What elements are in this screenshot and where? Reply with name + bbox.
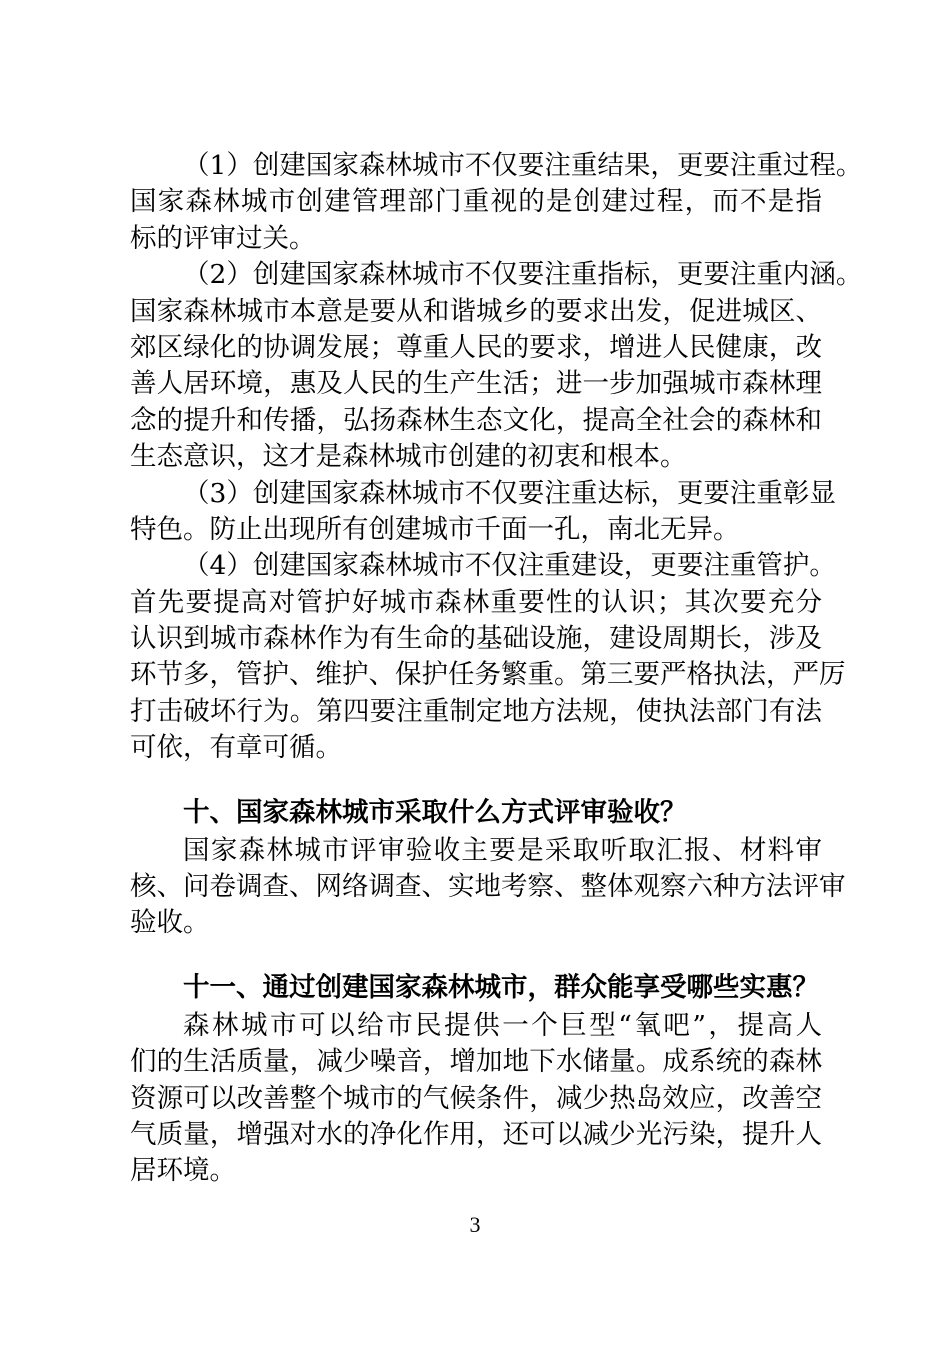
text-line: 生态意识，这才是森林城市创建的初衷和根本。 [130, 441, 687, 473]
text-line: 气质量，增强对水的净化作用，还可以减少光污染，提升人 [130, 1118, 822, 1150]
text-line: 国家森林城市创建管理部门重视的是创建过程，而不是指 [130, 186, 822, 218]
text-line: 郊区绿化的协调发展；尊重人民的要求，增进人民健康，改 [130, 331, 822, 363]
text-line: 环节多，管护、维护、保护任务繁重。第三要严格执法，严厉 [130, 659, 846, 691]
text-line: （1）创建国家森林城市不仅要注重结果，更要注重过程。 [183, 150, 863, 181]
document-body [130, 148, 863, 1190]
text-line: 打击破坏行为。第四要注重制定地方法规，使执法部门有法 [130, 695, 822, 727]
text-line: 标的评审过关。 [130, 222, 316, 254]
section-11 [130, 968, 822, 1190]
text-line: 可依，有章可循。 [130, 732, 342, 764]
text-line: 验收。 [130, 907, 210, 939]
section-10 [130, 793, 846, 942]
text-line: 国家森林城市评审验收主要是采取听取汇报、材料审 [183, 834, 822, 866]
text-line: （4）创建国家森林城市不仅注重建设，更要注重管护。 [183, 550, 836, 582]
text-line: （2）创建国家森林城市不仅要注重指标，更要注重内涵。 [183, 259, 863, 291]
section-heading: 十、国家森林城市采取什么方式评审验收？ [183, 796, 687, 828]
text-line: 念的提升和传播，弘扬森林生态文化，提高全社会的森林和 [130, 404, 822, 436]
text-line: 森林城市可以给市民提供一个巨型“氧吧”，提高人 [183, 1009, 822, 1041]
paragraph-4 [130, 548, 846, 766]
text-line: 核、问卷调查、网络调查、实地考察、整体观察六种方法评审 [130, 871, 846, 903]
page-number: 3 [469, 1212, 481, 1237]
section-heading: 十一、通过创建国家森林城市，群众能享受哪些实惠？ [183, 971, 819, 1003]
paragraph-1 [130, 148, 863, 257]
text-line: 资源可以改善整个城市的气候条件，减少热岛效应，改善空 [130, 1082, 822, 1114]
text-line: 认识到城市森林作为有生命的基础设施，建设周期长，涉及 [130, 623, 822, 655]
text-line: 居环境。 [130, 1155, 236, 1187]
text-line: （3）创建国家森林城市不仅要注重达标，更要注重彰显 [183, 477, 836, 509]
text-line: 首先要提高对管护好城市森林重要性的认识；其次要充分 [130, 586, 822, 618]
text-line: 特色。防止出现所有创建城市千面一孔，南北无异。 [130, 513, 740, 545]
text-line: 国家森林城市本意是要从和谐城乡的要求出发，促进城区、 [130, 295, 822, 327]
paragraph-3 [130, 476, 836, 549]
paragraph-2 [130, 257, 863, 475]
text-line: 善人居环境，惠及人民的生产生活；进一步加强城市森林理 [130, 368, 822, 400]
text-line: 们的生活质量，减少噪音，增加地下水储量。成系统的森林 [130, 1046, 822, 1078]
